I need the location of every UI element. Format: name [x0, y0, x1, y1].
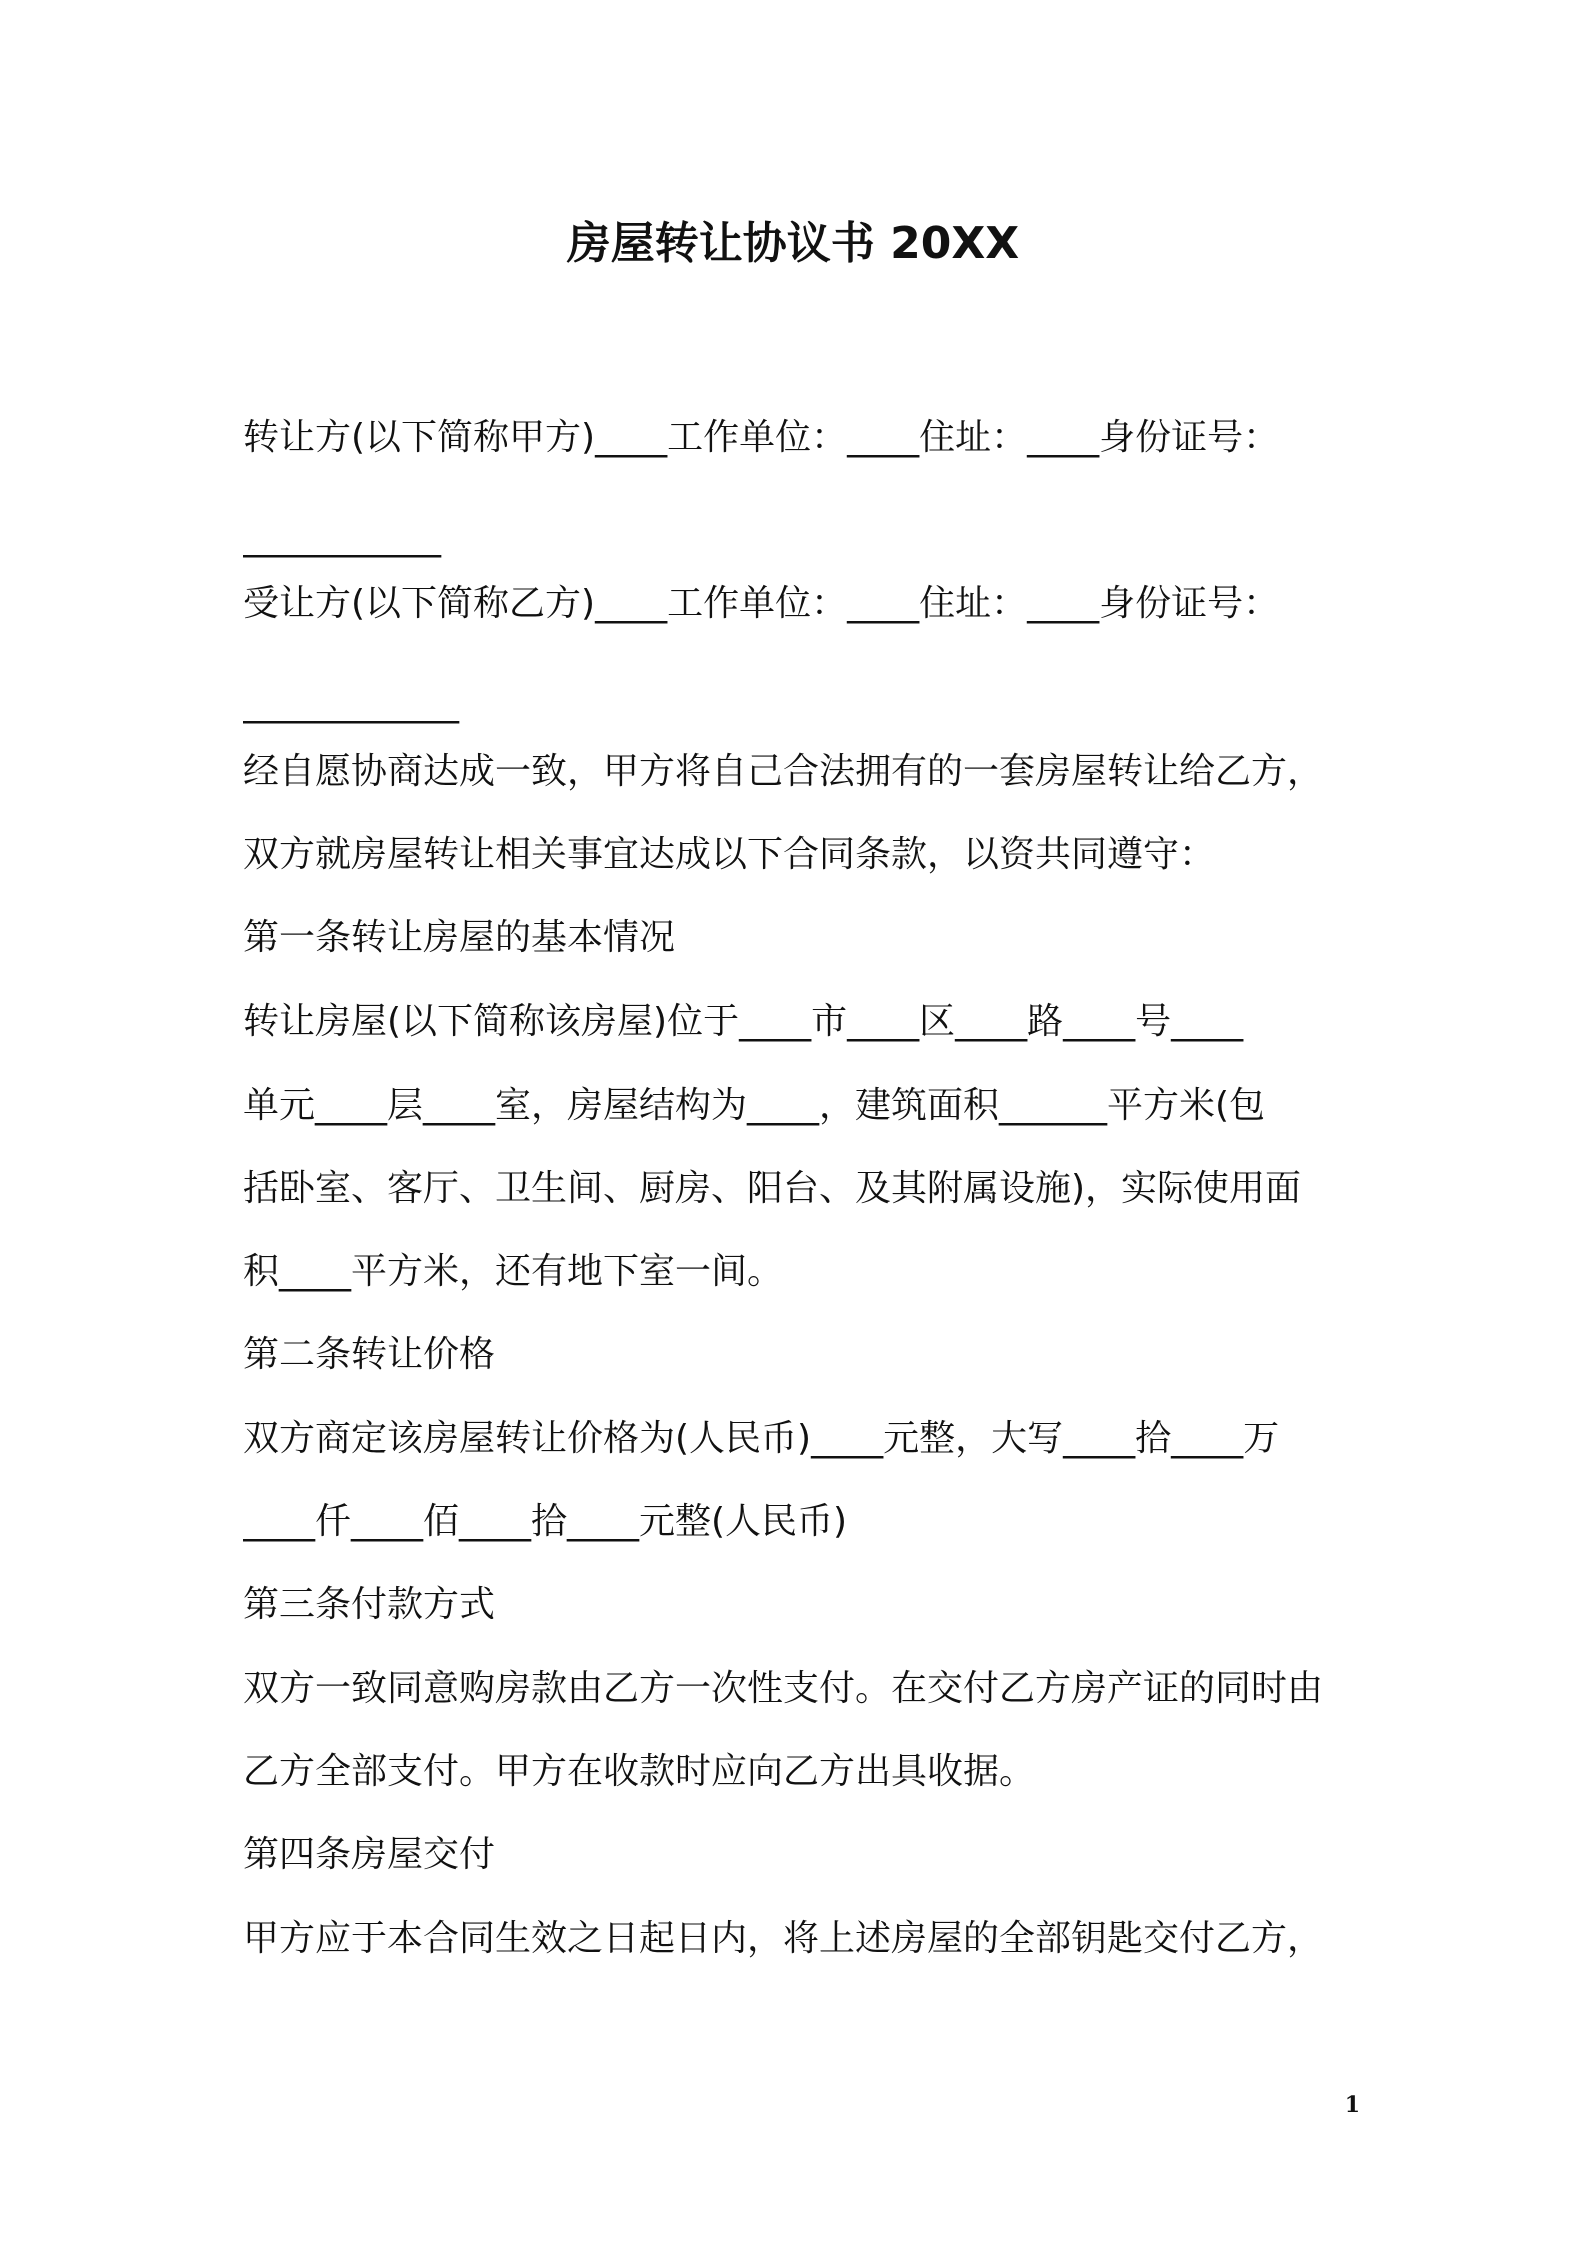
article-1-heading: 第一条转让房屋的基本情况: [243, 917, 676, 958]
intro-line-2: 双方就房屋转让相关事宜达成以下合同条款，以资共同遵守：: [243, 834, 1216, 875]
article-2-line-1: 双方商定该房屋转让价格为(人民币)____元整，大写____拾____万: [243, 1418, 1280, 1459]
article-3-heading: 第三条付款方式: [243, 1584, 496, 1625]
document-title: 房屋转让协议书 20XX: [566, 218, 1020, 269]
transferee-id-blank: ____________: [243, 683, 459, 724]
page-number: 1: [1344, 2092, 1360, 2118]
article-2-heading: 第二条转让价格: [243, 1334, 496, 1375]
article-3-line-1: 双方一致同意购房款由乙方一次性支付。在交付乙方房产证的同时由: [243, 1668, 1324, 1709]
intro-line-1: 经自愿协商达成一致，甲方将自己合法拥有的一套房屋转让给乙方，: [243, 751, 1324, 792]
article-4-heading: 第四条房屋交付: [243, 1834, 496, 1875]
transferee-line: 受让方(以下简称乙方)____工作单位：____住址：____身份证号：: [243, 583, 1280, 624]
article-4-line-1: 甲方应于本合同生效之日起日内，将上述房屋的全部钥匙交付乙方，: [243, 1918, 1324, 1959]
article-1-line-2: 单元____层____室，房屋结构为____，建筑面积______平方米(包: [243, 1085, 1266, 1126]
article-1-line-4: 积____平方米，还有地下室一间。: [243, 1251, 784, 1292]
article-1-line-3: 括卧室、客厅、卫生间、厨房、阳台、及其附属设施)，实际使用面: [243, 1168, 1302, 1209]
article-2-line-2: ____仟____佰____拾____元整(人民币): [243, 1501, 848, 1542]
article-1-line-1: 转让房屋(以下简称该房屋)位于____市____区____路____号____: [243, 1001, 1244, 1042]
transferor-id-blank: ___________: [243, 517, 441, 558]
article-3-line-2: 乙方全部支付。甲方在收款时应向乙方出具收据。: [243, 1751, 1036, 1792]
transferor-line: 转让方(以下简称甲方)____工作单位：____住址：____身份证号：: [243, 417, 1280, 458]
